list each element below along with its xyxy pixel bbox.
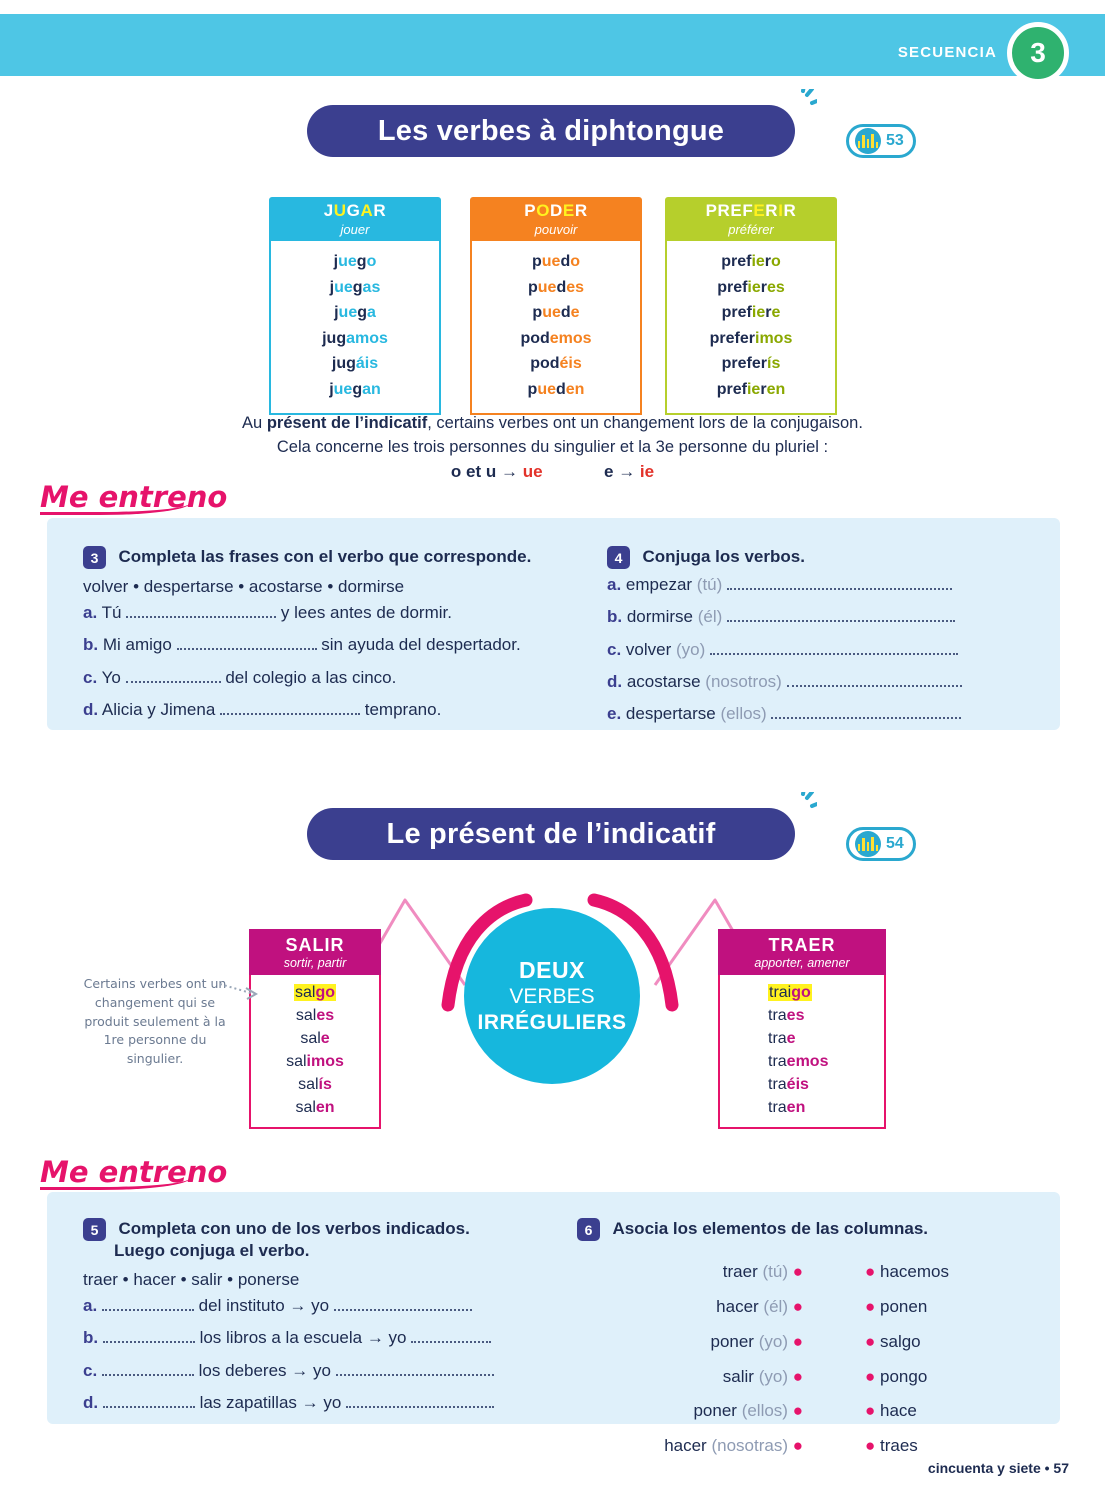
verb-table-jugar — [269, 197, 441, 415]
verb-table-traer-head — [718, 929, 886, 975]
rule-right: e → ie — [604, 462, 655, 481]
exercise-panel-2 — [47, 1192, 1060, 1456]
item-pronoun: (tú) — [696, 575, 723, 594]
verb-form: trae — [768, 1030, 796, 1047]
rule-left: o et u → ue — [450, 462, 543, 481]
circle-line-1: DEUX — [519, 957, 585, 984]
item-verb: empezar — [625, 575, 693, 594]
answer-blank[interactable] — [411, 1329, 491, 1343]
match-bullet-icon[interactable]: ● — [865, 1436, 880, 1456]
item-letter: b. — [83, 635, 99, 655]
verb-form: prefiere — [721, 304, 781, 322]
item-text-middle: del instituto → yo — [198, 1296, 330, 1315]
audio-waveform-icon — [855, 128, 881, 154]
item-pronoun: (nosotros) — [705, 671, 782, 691]
verb-form: salís — [298, 1076, 332, 1093]
me-entreno-label-2: Me entreno — [40, 1155, 228, 1189]
exercise-5-number: 5 — [83, 1218, 106, 1241]
item-letter: e. — [607, 704, 622, 724]
verb-table-preferir — [665, 197, 837, 415]
answer-blank[interactable] — [102, 1297, 194, 1311]
verb-form: juegas — [329, 278, 381, 296]
item-text-before: Alicia y Jimena — [101, 699, 216, 719]
exercise-3-item-b[interactable] — [83, 629, 583, 661]
exercise-5-title-line1: Completa con uno de los verbos indicados. — [118, 1218, 470, 1238]
exercise-4-item-c[interactable] — [607, 634, 1037, 666]
item-text-after: y lees antes de dormir. — [280, 603, 452, 622]
item-verb: dormirse — [626, 607, 693, 627]
verb-form: traigo — [769, 984, 811, 1001]
answer-blank[interactable] — [346, 1394, 494, 1408]
answer-blank[interactable] — [336, 1362, 494, 1376]
exercise-5-wordlist: traer • hacer • salir • ponerse — [83, 1270, 300, 1289]
exercise-6-header — [577, 1218, 1037, 1241]
exercise-5-item-d[interactable] — [83, 1387, 583, 1419]
verb-form: preferís — [721, 355, 781, 373]
match-verb: poner — [693, 1401, 737, 1421]
answer-blank[interactable] — [103, 1394, 195, 1408]
match-verb: hacer — [664, 1436, 707, 1456]
section-title-diphtongue — [307, 105, 795, 157]
sparkle-icon — [781, 792, 817, 836]
item-letter: a. — [83, 603, 98, 622]
match-bullet-icon[interactable]: ● — [792, 1401, 803, 1421]
verb-form: prefiero — [721, 253, 781, 270]
answer-blank[interactable] — [787, 673, 962, 687]
match-bullet-icon[interactable]: ● — [792, 1331, 803, 1351]
exercise-5-item-c[interactable] — [83, 1355, 583, 1387]
answer-blank[interactable] — [727, 576, 952, 590]
exercise-3-item-a[interactable] — [83, 597, 583, 629]
item-letter: c. — [607, 639, 622, 659]
match-bullet-icon[interactable]: ● — [865, 1331, 880, 1351]
verb-form: traéis — [768, 1076, 809, 1093]
item-text-after: sin ayuda del despertador. — [321, 635, 521, 655]
verb-table-jugar-infinitive: JUGAR — [323, 201, 387, 220]
verb-form: sales — [295, 1007, 335, 1024]
answer-blank[interactable] — [103, 1329, 195, 1343]
match-bullet-icon[interactable]: ● — [865, 1366, 880, 1386]
match-pronoun: (nosotras) — [711, 1436, 788, 1456]
item-letter: b. — [607, 607, 623, 627]
verb-table-poder-body — [470, 241, 642, 415]
verb-form: traemos — [768, 1053, 829, 1070]
verb-form: puedo — [531, 253, 580, 270]
match-item-left[interactable] — [577, 1255, 803, 1290]
section-title-present-text: Le présent de l’indicatif — [386, 817, 716, 850]
verb-form: puedes — [527, 278, 585, 296]
item-pronoun: (él) — [697, 607, 723, 627]
verb-table-jugar-head — [269, 197, 441, 241]
match-answer: ponen — [880, 1296, 928, 1316]
item-letter: c. — [83, 1360, 98, 1380]
verb-table-poder — [470, 197, 642, 415]
verb-form: juego — [333, 253, 377, 270]
verb-table-preferir-head — [665, 197, 837, 241]
verb-form: salimos — [286, 1053, 344, 1070]
verb-form: puede — [532, 304, 580, 322]
sidenote-arrow-icon — [220, 980, 265, 1005]
exercise-3-header — [83, 546, 583, 569]
verb-table-preferir-translation: préférer — [728, 222, 774, 237]
verb-form: pueden — [527, 380, 585, 398]
audio-track-53[interactable] — [846, 124, 916, 158]
audio-track-number: 53 — [886, 132, 904, 149]
item-text-middle: las zapatillas → yo — [199, 1392, 342, 1412]
exercise-4-header — [607, 546, 1037, 569]
verb-form: prefieren — [716, 380, 786, 398]
verb-table-salir-infinitive: SALIR — [285, 934, 345, 955]
exercise-4-item-b[interactable] — [607, 601, 1037, 633]
verb-form: juegan — [329, 380, 381, 398]
verb-table-salir-body — [249, 975, 381, 1129]
page-footer: cincuenta y siete • 57 — [927, 1460, 1069, 1476]
exercise-panel-1 — [47, 518, 1060, 730]
verb-table-traer-body — [718, 975, 886, 1129]
item-text-after: del colegio a las cinco. — [225, 667, 397, 687]
match-item-right[interactable] — [865, 1255, 1007, 1290]
exercise-4-title: Conjuga los verbos. — [642, 546, 805, 566]
exercise-5-title-line2: Luego conjuga el verbo. — [114, 1241, 310, 1260]
verb-table-preferir-infinitive: PREFERIR — [705, 201, 797, 220]
match-bullet-icon[interactable]: ● — [792, 1262, 803, 1281]
match-bullet-icon[interactable]: ● — [792, 1296, 803, 1316]
match-verb: poner — [710, 1331, 754, 1351]
sparkle-icon — [781, 89, 817, 133]
answer-blank[interactable] — [220, 701, 360, 715]
section-title-present — [307, 808, 795, 860]
me-entreno-label-1: Me entreno — [40, 480, 228, 514]
item-text-middle: los libros a la escuela → yo — [199, 1328, 407, 1348]
exercise-5-header — [83, 1218, 583, 1241]
verb-table-preferir-body — [665, 241, 837, 415]
verb-table-jugar-translation: jouer — [340, 222, 370, 237]
item-letter: a. — [83, 1296, 98, 1315]
exercise-3-item-c[interactable] — [83, 662, 583, 694]
circle-line-3: IRRÉGULIERS — [477, 1011, 627, 1035]
answer-blank[interactable] — [710, 641, 958, 655]
verb-form: salgo — [295, 984, 335, 1001]
verb-form: salen — [295, 1099, 335, 1116]
item-verb: despertarse — [625, 704, 716, 724]
exercise-3-wordlist: volver • despertarse • acostarse • dormirse — [83, 577, 405, 596]
verb-table-jugar-body — [269, 241, 441, 415]
verb-form: podéis — [530, 355, 582, 373]
match-bullet-icon[interactable]: ● — [792, 1436, 803, 1456]
exercise-3-number: 3 — [83, 546, 106, 569]
verb-table-poder-translation: pouvoir — [534, 222, 578, 237]
item-text-middle: los deberes → yo — [198, 1360, 331, 1380]
verb-table-traer-translation: apporter, amener — [754, 955, 850, 970]
exercise-6-left-column — [577, 1255, 807, 1464]
match-answer: salgo — [880, 1331, 921, 1351]
match-bullet-icon[interactable]: ● — [865, 1296, 880, 1316]
item-verb: volver — [625, 639, 672, 659]
exercise-5-item-b[interactable] — [83, 1322, 583, 1354]
item-pronoun: (ellos) — [720, 704, 767, 724]
circle-two-irregular-verbs — [464, 908, 640, 1084]
match-bullet-icon[interactable]: ● — [865, 1401, 880, 1421]
item-text-before: Yo — [101, 667, 121, 687]
match-bullet-icon[interactable]: ● — [865, 1262, 880, 1281]
sidenote-text: Certains verbes ont un changement qui se produit seulement à la 1re personne du singulier. — [83, 976, 227, 1066]
verb-form: traen — [768, 1099, 806, 1116]
answer-blank[interactable] — [771, 705, 961, 719]
verb-form: jugáis — [331, 355, 379, 373]
item-text-after: temprano. — [364, 699, 442, 719]
exercise-6-number: 6 — [577, 1218, 600, 1241]
item-letter: c. — [83, 667, 98, 687]
audio-track-number: 54 — [886, 835, 904, 852]
verb-table-traer — [718, 929, 886, 1129]
exercise-4-number: 4 — [607, 546, 630, 569]
match-answer: traes — [880, 1436, 918, 1456]
explain-line2: Cela concerne les trois personnes du singulier et la 3e personne du pluriel : — [276, 438, 829, 456]
match-pronoun: (ellos) — [741, 1401, 788, 1421]
exercise-3-item-d[interactable] — [83, 694, 583, 726]
verb-form: juega — [334, 304, 376, 322]
verb-table-poder-head — [470, 197, 642, 241]
match-item-right[interactable] — [865, 1394, 1007, 1429]
explain-line1-c: , certains verbes ont un changement lors de la conjugaison. — [427, 414, 863, 432]
verb-form: preferimos — [709, 329, 793, 347]
sequence-number-badge: 3 — [1007, 22, 1069, 84]
match-item-left[interactable] — [577, 1360, 803, 1395]
match-item-left[interactable] — [577, 1394, 803, 1429]
match-pronoun: (él) — [763, 1296, 788, 1316]
match-bullet-icon[interactable]: ● — [792, 1366, 803, 1386]
verb-table-traer-infinitive: TRAER — [768, 934, 836, 955]
item-letter: b. — [83, 1328, 99, 1348]
match-item-right[interactable] — [865, 1290, 1007, 1325]
explain-paragraph — [0, 411, 1105, 437]
match-pronoun: (yo) — [758, 1331, 788, 1351]
exercise-6-right-column — [807, 1255, 1007, 1464]
verb-form: jugamos — [322, 329, 388, 347]
exercise-3-title: Completa las frases con el verbo que corresponde. — [118, 546, 532, 566]
item-letter: d. — [607, 671, 623, 691]
match-item-right[interactable] — [865, 1325, 1007, 1360]
exercise-6-title: Asocia los elementos de las columnas. — [612, 1218, 929, 1238]
sequence-label: SECUENCIA — [897, 44, 997, 61]
circle-line-2: VERBES — [509, 985, 595, 1009]
verb-table-salir-head — [249, 929, 381, 975]
verb-form: podemos — [520, 329, 592, 347]
verb-form: prefieres — [717, 278, 785, 296]
answer-blank[interactable] — [102, 1362, 194, 1376]
answer-blank[interactable] — [126, 669, 221, 683]
explain-line1-b: présent de l’indicatif — [266, 414, 428, 432]
match-verb: hacer — [716, 1296, 759, 1316]
explain-line1-a: Au — [242, 414, 267, 432]
match-verb: salir — [722, 1366, 754, 1386]
match-item-left[interactable] — [577, 1290, 803, 1325]
exercise-4-item-e[interactable] — [607, 698, 1037, 730]
item-letter: a. — [607, 575, 622, 594]
verb-table-salir-translation: sortir, partir — [283, 955, 347, 970]
match-answer: hace — [880, 1401, 917, 1421]
audio-track-54[interactable] — [846, 827, 916, 861]
audio-waveform-icon — [855, 831, 881, 857]
match-item-right[interactable] — [865, 1360, 1007, 1395]
match-item-left[interactable] — [577, 1429, 803, 1464]
match-answer: pongo — [880, 1366, 928, 1386]
answer-blank[interactable] — [177, 636, 317, 650]
item-letter: d. — [83, 699, 99, 719]
verb-table-salir — [249, 929, 381, 1129]
match-pronoun: (yo) — [758, 1366, 788, 1386]
exercise-5-item-a[interactable] — [83, 1290, 583, 1322]
match-item-right[interactable] — [865, 1429, 1007, 1464]
verb-table-poder-infinitive: PODER — [524, 201, 588, 220]
section-title-diphtongue-text: Les verbes à diphtongue — [377, 114, 725, 147]
match-item-left[interactable] — [577, 1325, 803, 1360]
answer-blank[interactable] — [334, 1297, 472, 1311]
answer-blank[interactable] — [126, 604, 276, 618]
explain-rule — [0, 462, 1105, 482]
match-pronoun: (tú) — [762, 1262, 788, 1281]
item-text-before: Tú — [101, 603, 122, 622]
match-verb: traer — [722, 1262, 758, 1281]
item-letter: d. — [83, 1392, 99, 1412]
exercise-4-item-a[interactable] — [607, 569, 1037, 601]
header-white-strip — [0, 0, 1105, 14]
verb-form: sale — [300, 1030, 330, 1047]
item-text-before: Mi amigo — [102, 635, 172, 655]
item-verb: acostarse — [626, 671, 701, 691]
verb-form: traes — [768, 1007, 805, 1024]
exercise-4-item-d[interactable] — [607, 666, 1037, 698]
answer-blank[interactable] — [727, 608, 955, 622]
match-answer: hacemos — [880, 1262, 949, 1281]
item-pronoun: (yo) — [676, 639, 706, 659]
